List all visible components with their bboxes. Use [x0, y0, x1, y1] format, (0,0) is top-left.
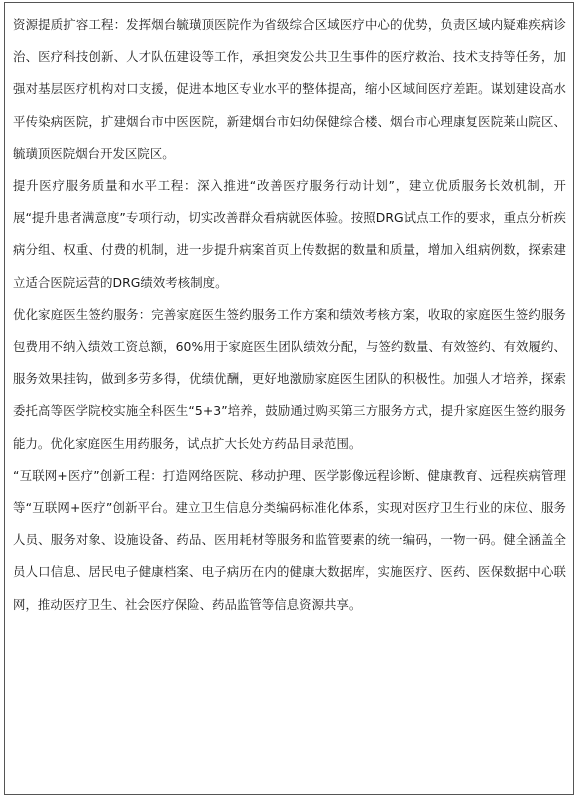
paragraph-quality-improvement: 提升医疗服务质量和水平工程：深入推进“改善医疗服务行动计划”，建立优质服务长效机制，开展“提升患者满意度”专项行动，切实改善群众看病就医体验。按照DRG试点工作的要求，重点分析疾病分组、权重、付费的机制，进一步提升病案首页上传数据的数量和质量，增加入组病例数，探索建立适合医院运营的DRG绩效考核制度。: [13, 178, 566, 290]
paragraph-family-doctor: 优化家庭医生签约服务：完善家庭医生签约服务工作方案和绩效考核方案，收取的家庭医生签约服务包费用不纳入绩效工资总额，60%用于家庭医生团队绩效分配，与签约数量、有效签约、有效履约、服务效果挂钩，做到多劳多得，优绩优酬，更好地激励家庭医生团队的积极性。加强人才培养，探索委托高等医学院校实施全科医生“5+3”培养，鼓励通过购买第三方服务方式，提升家庭医生签约服务能力。优化家庭医生用药服务，试点扩大长处方药品目录范围。: [13, 306, 566, 451]
paragraph-resource-expansion: 资源提质扩容工程：发挥烟台毓璜顶医院作为省级综合区域医疗中心的优势，负责区域内疑难疾病诊治、医疗科技创新、人才队伍建设等工作，承担突发公共卫生事件的医疗救治、技术支持等任务，加强对基层医疗机构对口支援，促进本地区专业水平的整体提高，缩小区域间医疗差距。谋划建设高水平传染病医院，扩建烟台市中医医院，新建烟台市妇幼保健综合楼、烟台市心理康复医院莱山院区、毓璜顶医院烟台开发区院区。: [13, 17, 566, 161]
paragraph-internet-medical: “互联网+医疗”创新工程：打造网络医院、移动护理、医学影像远程诊断、健康教育、远程疾病管理等“互联网+医疗”创新平台。建立卫生信息分类编码标准化体系，实现对医疗卫生行业的床位、服务人员、服务对象、设施设备、药品、医用耗材等服务和监管要素的统一编码，一物一码。健全涵盖全员人口信息、居民电子健康档案、电子病历在内的健康大数据库，实施医疗、医药、医保数据中心联网，推动医疗卫生、社会医疗保险、药品监管等信息资源共享。: [13, 467, 566, 612]
document-frame: [4, 2, 574, 795]
